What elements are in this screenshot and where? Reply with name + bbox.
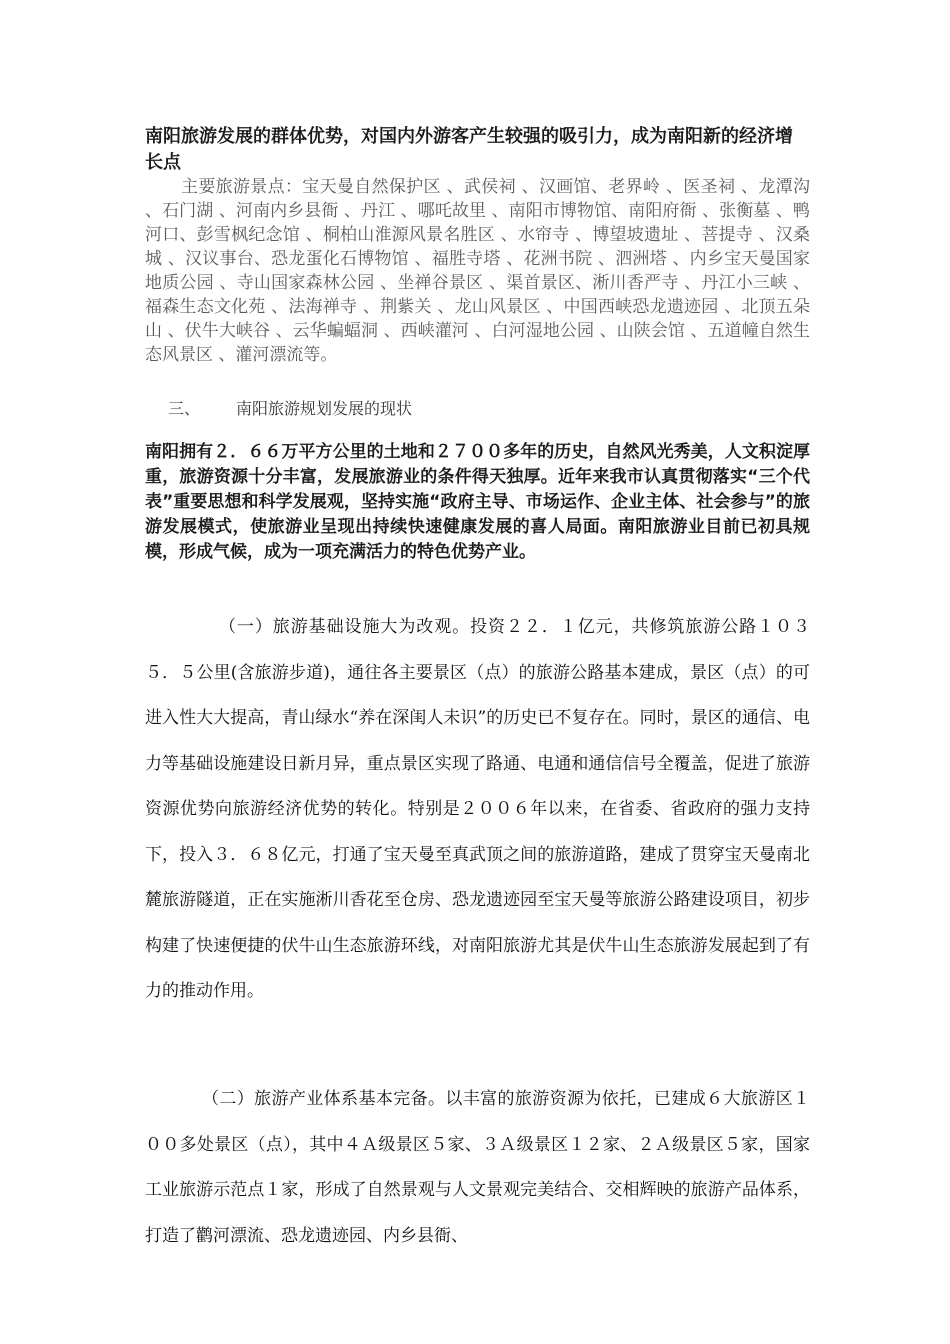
industry-system-paragraph: （二）旅游产业体系基本完备。以丰富的旅游资源为依托，已建成６大旅游区１００多处景区（点），其中４Ａ级景区５家、３Ａ级景区１２家、２Ａ级景区５家，国家工业旅游示范点１家，形成了自然景观与人文景观完美结合、交相辉映的旅游产品体系，打造了鹳河漂流、恐龙遗迹园、内乡县衙、 bbox=[145, 1089, 810, 1246]
summary-paragraph: 南阳拥有２．６６万平方公里的土地和２７００多年的历史，自然风光秀美，人文积淀厚重，旅游资源十分丰富，发展旅游业的条件得天独厚。近年来我市认真贯彻落实“三个代表”重要思想和科学发展观，坚持实施“政府主导、市场运作、企业主体、社会参与”的旅游发展模式，使旅游业呈现出持续快速健康发展的喜人局面。南阳旅游业目前已初具规模，形成气候，成为一项充满活力的特色优势产业。 bbox=[145, 442, 810, 562]
tourist-spots-paragraph: 主要旅游景点：宝天曼自然保护区 、武侯祠 、汉画馆、老界岭 、医圣祠 、龙潭沟 、石门湖 、河南内乡县衙 、丹江 、哪吒故里 、南阳市博物馆、南阳府衙 、张衡墓 、鸭河口、彭雪枫纪念馆 、桐柏山淮源风景名胜区 、水帘寺 、博望坡遗址 、菩提寺 、汉桑城 、汉议事台、恐龙蛋化石博物馆 、福胜寺塔 、花洲书院 、泗洲塔 、内乡宝天曼国家地质公园 、寺山国家森林公园 、坐禅谷景区 、渠首景区、淅川香严寺 、丹江小三峡 、福森生态文化苑 、法海禅寺 、荆紫关 、龙山风景区 、中国西峡恐龙遗迹园 、北顶五朵山 、伏牛大峡谷 、云华蝙蝠洞 、西峡灌河 、白河湿地公园 、山陕会馆 、五道幢自然生态风景区 、灌河漂流等。 bbox=[145, 177, 810, 365]
headline-text: 南阳旅游发展的群体优势，对国内外游客产生较强的吸引力，成为南阳新的经济增长点 bbox=[145, 126, 793, 173]
section-number: 三、 bbox=[168, 399, 201, 418]
infrastructure-paragraph: （一）旅游基础设施大为改观。投资２２．１亿元，共修筑旅游公路１０３５．５公里(含旅游步道)，通往各主要景区（点）的旅游公路基本建成，景区（点）的可进入性大大提高，青山绿水“养在深闺人未识”的历史已不复存在。同时，景区的通信、电力等基础设施建设日新月异，重点景区实现了路通、电通和通信信号全覆盖，促进了旅游资源优势向旅游经济优势的转化。特别是２００６年以来，在省委、省政府的强力支持下，投入３．６８亿元，打通了宝天曼至真武顶之间的旅游道路，建成了贯穿宝天曼南北麓旅游隧道，正在实施淅川香花至仓房、恐龙遗迹园至宝天曼等旅游公路建设项目，初步构建了快速便捷的伏牛山生态旅游环线，对南阳旅游尤其是伏牛山生态旅游发展起到了有力的推动作用。 bbox=[145, 617, 810, 1001]
section-heading bbox=[145, 396, 810, 422]
section-title: 南阳旅游规划发展的现状 bbox=[236, 399, 413, 418]
